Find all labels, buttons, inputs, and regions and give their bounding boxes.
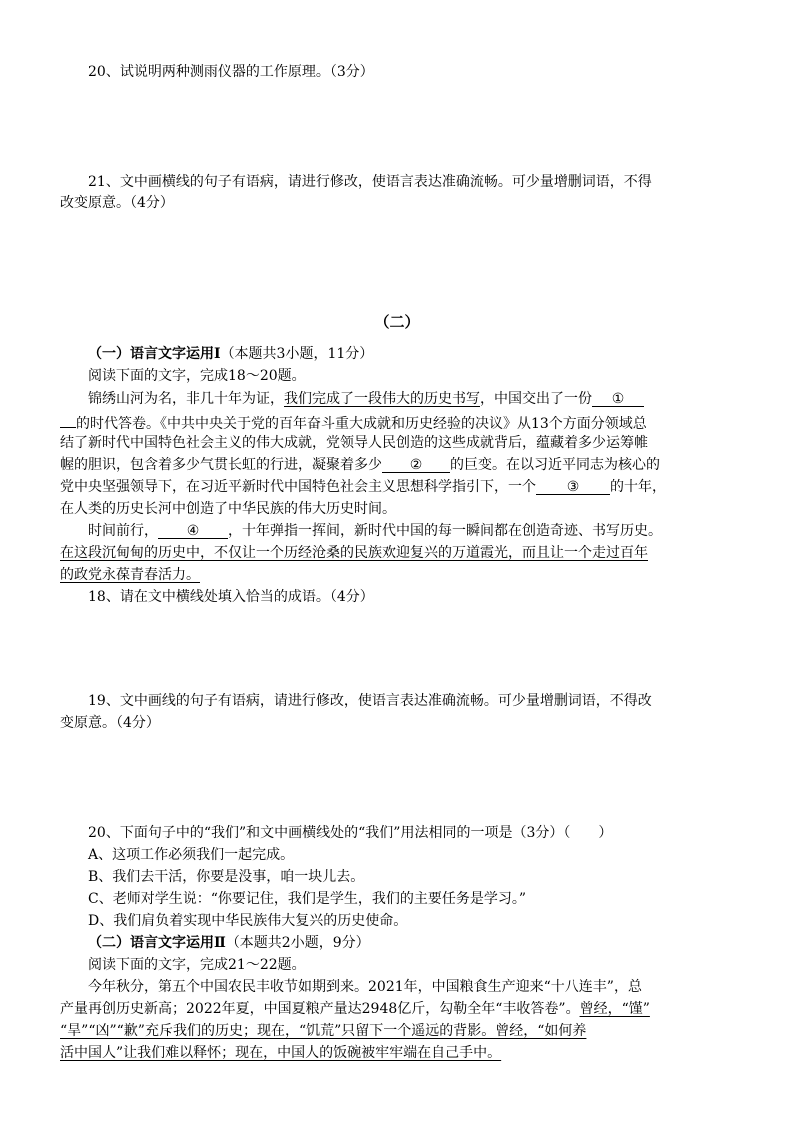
section-title: （二）: [374, 313, 420, 331]
question-19-line2: 变原意。（4分）: [60, 715, 160, 731]
passage1-text: 的时代答卷。《中共中央关于党的百年奋斗重大成就和历史经验的决议》从13个方面分领域总: [76, 416, 647, 432]
blank-3: ③: [536, 478, 610, 495]
passage1-text: 的十年，: [610, 479, 666, 495]
passage3-line1: 今年秋分，第五个中国农民丰收节如期到来。2021年，中国粮食生产迎来“十八连丰”，总: [88, 979, 642, 995]
part1-heading-title: （一）语言文字运用Ⅰ: [88, 346, 221, 362]
question-20-option-b: B、我们去干活，你要是没事，咱一块儿去。: [88, 869, 365, 885]
question-20-option-d: D、我们肩负着实现中华民族伟大复兴的历史使命。: [88, 913, 408, 929]
part1-heading: [88, 344, 373, 364]
passage1-line5: [60, 477, 666, 497]
question-19-line1: 19、文中画线的句子有语病，请进行修改，使语言表达准确流畅。可少量增删词语，不得改: [88, 693, 652, 709]
question-21-line1: 21、文中画横线的句子有语病，请进行修改，使语言表达准确流畅。可少量增删词语，不得: [88, 174, 652, 190]
underlined-sentence-c-line2: “旱”“凶”“歉”充斥我们的历史；现在，“饥荒”只留下一个遥远的背影。曾经，“如何养: [60, 1023, 587, 1039]
passage1-line4: [60, 455, 660, 475]
passage2-text: 时间前行，: [88, 523, 158, 539]
blank-1-continued: [60, 411, 76, 428]
passage2-text: ，十年弹指一挥间，新时代中国的每一瞬间都在创造奇迹、书写历史。: [228, 523, 662, 539]
question-20-option-c: C、老师对学生说：“你要记住，我们是学生，我们的主要任务是学习。”: [88, 891, 527, 907]
part2-heading-title: （二）语言文字运用Ⅱ: [88, 935, 226, 951]
passage1-text: 党中央坚强领导下，在习近平新时代中国特色社会主义思想科学指引下，一个: [60, 479, 536, 495]
passage1-text: 锦绣山河为名，非几十年为证，: [88, 391, 284, 407]
question-20-stem: 20、下面句子中的“我们”和文中画横线处的“我们”用法相同的一项是（3分）（ ）: [88, 825, 613, 841]
question-20-top: 20、试说明两种测雨仪器的工作原理。（3分）: [88, 64, 374, 80]
part1-heading-note: （本题共3小题，11分）: [220, 346, 374, 362]
blank-1: ①: [592, 390, 644, 407]
passage1-text: 的巨变。在以习近平同志为核心的: [450, 457, 660, 473]
passage2-line1: [88, 521, 662, 541]
passage1-line6: 在人类的历史长河中创造了中华民族的伟大历史时间。: [60, 501, 396, 517]
question-20-option-a: A、这项工作必须我们一起完成。: [88, 847, 295, 863]
underlined-sentence-c: 曾经，“馑”: [579, 1001, 650, 1017]
part2-instruction: 阅读下面的文字，完成21～22题。: [88, 957, 306, 973]
part2-heading-note: （本题共2小题，9分）: [225, 935, 370, 951]
passage1-line3: 结了新时代中国特色社会主义的伟大成就，党领导人民创造的这些成就背后，蕴藏着多少运筹帷: [60, 435, 648, 451]
blank-4: ④: [158, 522, 228, 539]
passage3-text: 产量再创历史新高；2022年夏，中国夏粮产量达2948亿斤，勾勒全年“丰收答卷”。: [60, 1001, 580, 1017]
blank-2: ②: [382, 456, 450, 473]
part1-instruction: 阅读下面的文字，完成18～20题。: [88, 368, 306, 384]
underlined-sentence-b-line1: 在这段沉甸甸的历史中，不仅让一个历经沧桑的民族欢迎复兴的万道霞光，而且让一个走过百年: [60, 545, 648, 561]
underlined-sentence-a: 我们完成了一段伟大的历史书写: [284, 391, 480, 407]
passage1-line2: [60, 411, 647, 431]
passage1-line1: [88, 389, 644, 409]
underlined-sentence-c-line3: 活中国人”让我们难以释怀；现在，中国人的饭碗被牢牢端在自己手中。: [60, 1045, 502, 1061]
question-21-line2: 改变原意。（4分）: [60, 195, 174, 211]
passage3-line2: [60, 999, 650, 1019]
part2-heading: [88, 933, 370, 953]
underlined-sentence-b-line2: 的政党永葆青春活力。: [60, 567, 200, 583]
passage1-text: 幄的胆识，包含着多少气贯长虹的行进，凝聚着多少: [60, 457, 382, 473]
passage1-text: ，中国交出了一份: [480, 391, 592, 407]
question-18: 18、请在文中横线处填入恰当的成语。（4分）: [88, 589, 374, 605]
